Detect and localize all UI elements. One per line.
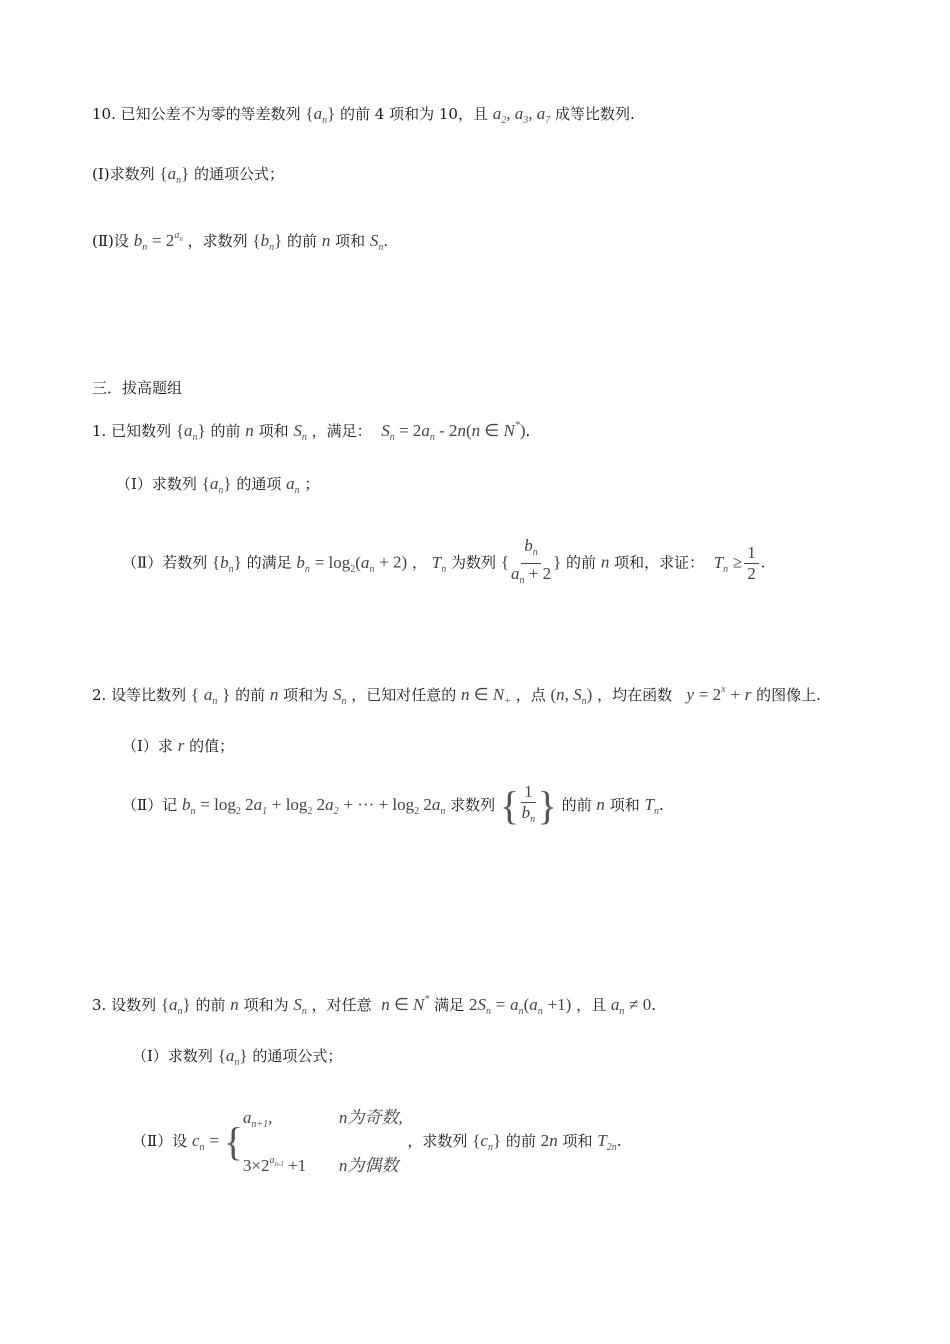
- p1-condition: $S_n = 2a_n - 2n(n$ ∈ N*): [381, 420, 526, 443]
- p2-part1: （Ⅰ）求 r 的值；: [122, 736, 235, 755]
- p2-part2: （Ⅱ）记 $b_n = \log_2 2a_1 + \log_2 2a_2$ + ··· + $\log_2 2a_n$ 求数列 { $\frac{1}{b_n}$ } 的前 n 项和 $T_n$.: [122, 782, 664, 828]
- p3-part2: （Ⅱ）设 $c_n$ = { $a_{n+1}$, n为奇数, $3\times 2^{a_{n-1}} +1$ n为偶数 ，求数列 $\{c_n\}$ 的前 2n 项和 $T_{2n}$.: [132, 1100, 622, 1176]
- q10-part2: (Ⅱ)设 $b_n = 2^{a_n}$ ，求数列 $\{b_n\}$ 的前 n 项和 $S_n$.: [92, 230, 389, 253]
- p1-part2: （Ⅱ）若数列 $\{b_n\}$ 的满足 $b_n = \log_2(a_n + 2)$ ， $T_n$ 为数列 { $\frac{b_n}{a_n + 2}$ } 的前 n 项和，求证： $T_n$ ≥ $\frac{1}{2}$ .: [122, 536, 766, 586]
- p3-part1: （Ⅰ）求数列 $\{a_n\}$ 的通项公式；: [132, 1046, 343, 1068]
- p1-statement: 1. 已知数列 $\{a_n\}$ 的前 n 项和 $S_n$ ，满足： $S_n = 2a_n - 2n(n$ ∈ N*).: [92, 420, 531, 443]
- p3-statement: 3. 设数列 $\{a_n\}$ 的前 n 项和为 $S_n$ ，对任意 n ∈ N* 满足 $2S_n = a_n(a_n +1)$ ，且 $a_n \ne 0$.: [92, 994, 657, 1017]
- q10-part1: (Ⅰ)求数列 $\{a_n\}$ 的通项公式；: [92, 164, 285, 186]
- p1-part1: （Ⅰ）求数列 $\{a_n\}$ 的通项 $a_n$ ；: [116, 474, 320, 496]
- piecewise-cases: $a_{n+1}$, n为奇数, $3\times 2^{a_{n-1}} +1$ n为偶数: [242, 1108, 403, 1175]
- section-title: 三．拔高题组: [92, 379, 183, 397]
- p2-statement: 2. 设等比数列 { $a_n$ } 的前 n 项和为 $S_n$ ，已知对任意的 n ∈ $N_+$ ，点 (n, $S_n$) ，均在函数 $y = 2^x + r$ 的图像上.: [92, 684, 821, 707]
- q10-statement: 10. 已知公差不为零的等差数列 $\{a_n\}$ 的前 4 项和为 10，且 $a_2$, $a_3$, $a_7$ 成等比数列.: [92, 104, 635, 126]
- q10-terms: $a_2$, $a_3$, $a_7$: [492, 104, 551, 126]
